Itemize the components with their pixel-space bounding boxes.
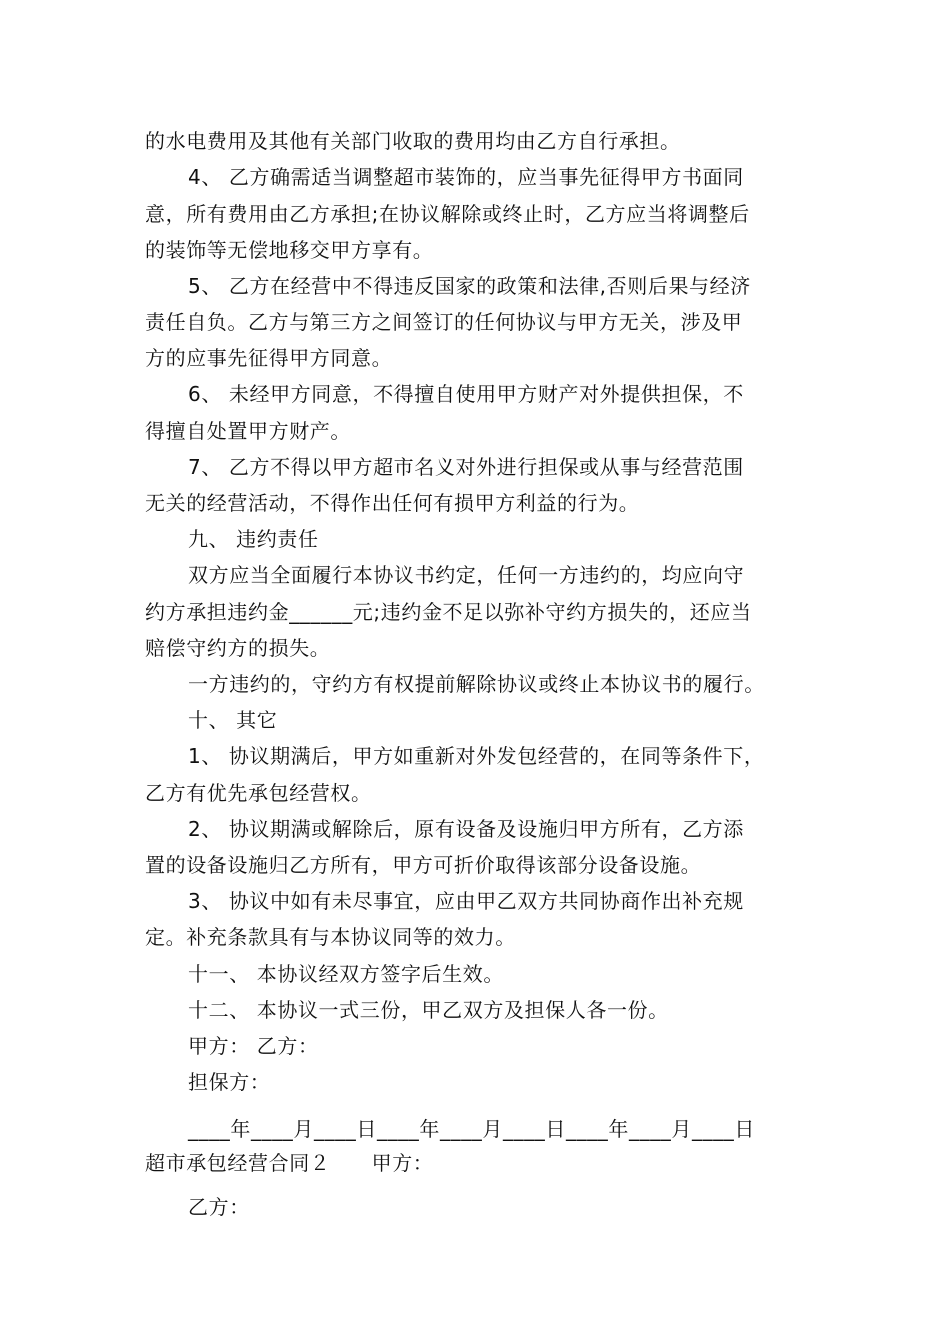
text-line: 双方应当全面履行本协议书约定，任何一方违约的，均应向守 <box>188 563 745 587</box>
text-line: 置的设备设施归乙方所有，甲方可折价取得该部分设备设施。 <box>145 853 702 877</box>
text-line: 的装饰等无偿地移交甲方享有。 <box>145 238 434 262</box>
text-line: 十一、 本协议经双方签字后生效。 <box>188 962 504 986</box>
text-line: 1、 协议期满后，甲方如重新对外发包经营的，在同等条件下， <box>188 744 765 768</box>
text-line: 2、 协议期满或解除后，原有设备及设施归甲方所有，乙方添 <box>188 817 744 841</box>
party-b-label: 乙方： <box>188 1195 250 1219</box>
text-line: 意，所有费用由乙方承担;在协议解除或终止时，乙方应当将调整后 <box>145 202 750 226</box>
signature-parties: 甲方： 乙方： <box>188 1034 319 1058</box>
text-line: 责任自负。乙方与第三方之间签订的任何协议与甲方无关，涉及甲 <box>145 310 743 334</box>
text-line: 3、 协议中如有未尽事宜，应由甲乙双方共同协商作出补充规 <box>188 889 744 913</box>
guarantor-label: 担保方： <box>188 1070 271 1094</box>
text-line: 赔偿守约方的损失。 <box>145 636 331 660</box>
text-line: 定。补充条款具有与本协议同等的效力。 <box>145 925 516 949</box>
text-line: 6、 未经甲方同意，不得擅自使用甲方财产对外提供担保，不 <box>188 382 744 406</box>
text-line: 得擅自处置甲方财产。 <box>145 419 351 443</box>
text-line: 4、 乙方确需适当调整超市装饰的，应当事先征得甲方书面同 <box>188 165 744 189</box>
text-line: 乙方有优先承包经营权。 <box>145 781 372 805</box>
text-line: 无关的经营活动，不得作出任何有损甲方利益的行为。 <box>145 491 640 515</box>
text-line: 的水电费用及其他有关部门收取的费用均由乙方自行承担。 <box>145 129 681 153</box>
text-line: 方的应事先征得甲方同意。 <box>145 346 393 370</box>
text-line: 约方承担违约金______元;违约金不足以弥补守约方损失的，还应当 <box>145 600 752 624</box>
contract-title-line: 超市承包经营合同２ 甲方： <box>145 1151 434 1175</box>
text-line: 一方违约的，守约方有权提前解除协议或终止本协议书的履行。 <box>188 672 765 696</box>
text-line: 7、 乙方不得以甲方超市名义对外进行担保或从事与经营范围 <box>188 455 744 479</box>
section-heading: 九、 违约责任 <box>188 527 319 551</box>
text-line: 十二、 本协议一式三份，甲乙双方及担保人各一份。 <box>188 998 669 1022</box>
date-blanks: ____年____月____日____年____月____日____年____月____日 <box>188 1117 755 1141</box>
text-line: 5、 乙方在经营中不得违反国家的政策和法律,否则后果与经济 <box>188 274 751 298</box>
section-heading: 十、 其它 <box>188 708 278 732</box>
